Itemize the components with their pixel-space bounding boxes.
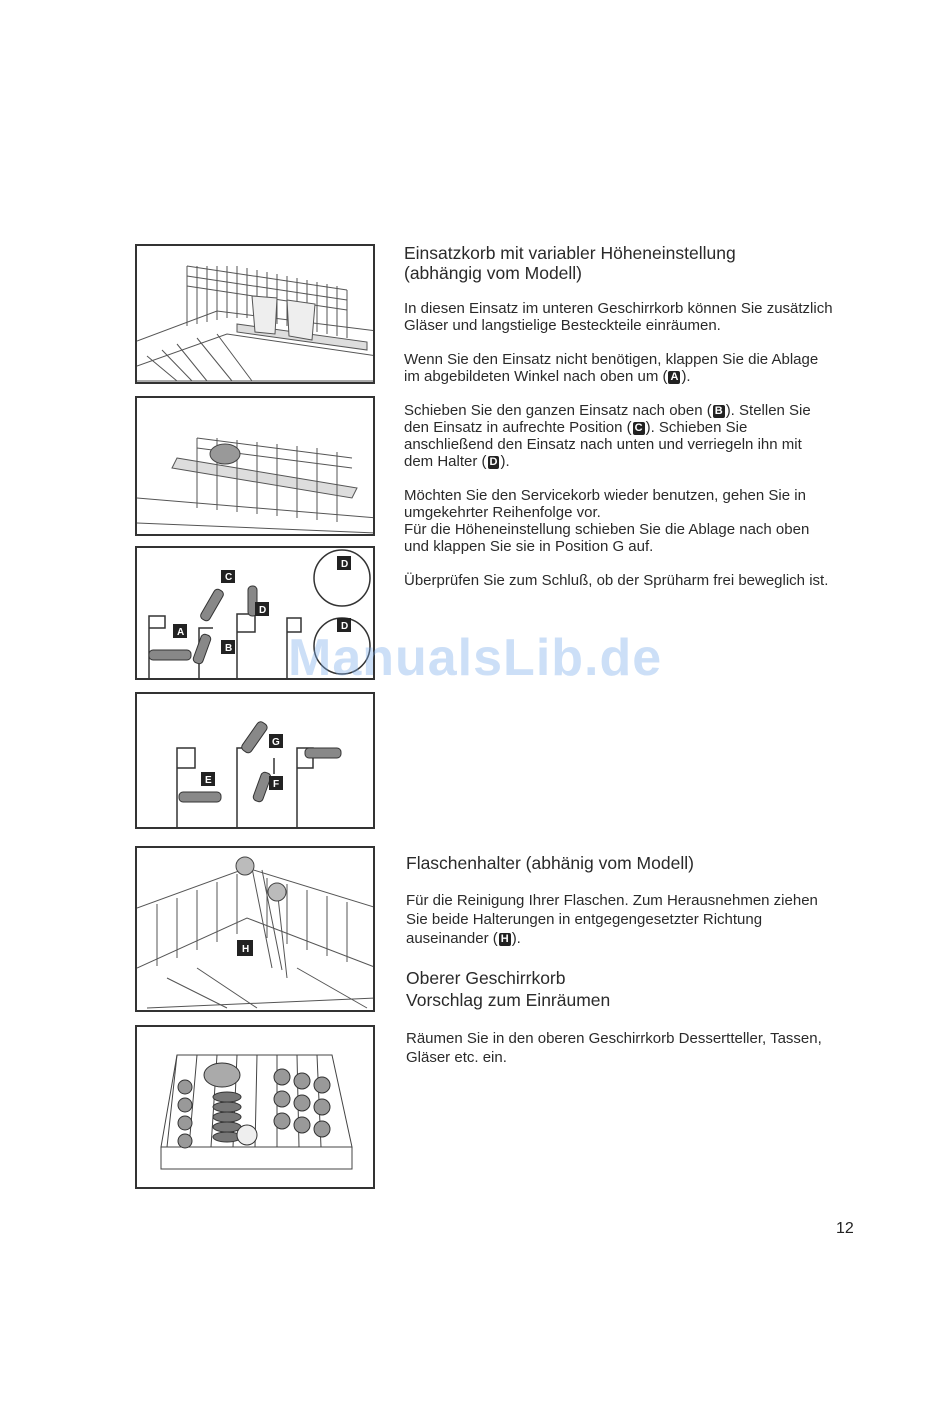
badge-b: B <box>714 405 723 417</box>
section1-p3-text-c: ). Schieben Sie anschließend den Einsatz nach unten und verriegeln ihn mit dem Halter ( <box>404 419 802 470</box>
label-e: E <box>205 775 212 786</box>
figure-upper-basket <box>135 1025 375 1189</box>
section1-p3-text-b: ). Stellen Sie den Einsatz in aufrechte Position ( <box>404 402 811 436</box>
section1-paragraph-6: Überprüfen Sie zum Schluß, ob der Sprüharm frei beweglich ist. <box>404 572 829 589</box>
basket-folded-illustration <box>137 398 375 536</box>
section2-p1-text-a: Für die Reinigung Ihrer Flaschen. Zum Herausnehmen ziehen Sie beide Halterungen in entgegengesetzter Richtung auseinander ( <box>406 892 818 947</box>
section1-title-line1: Einsatzkorb mit variabler Höheneinstellung <box>404 243 736 263</box>
label-h: H <box>242 944 250 955</box>
label-d-top: D <box>341 559 349 570</box>
section1-paragraph-2 <box>404 351 834 385</box>
section2-title: Flaschenhalter (abhänig vom Modell) <box>406 853 694 873</box>
section3-title-line2: Vorschlag zum Einräumen <box>406 990 611 1010</box>
page-number: 12 <box>836 1220 854 1237</box>
figure-bottle-holder <box>135 846 375 1012</box>
section1-p3-text-d: ). <box>500 453 510 470</box>
badge-a: A <box>670 371 679 383</box>
figure-steps-efg <box>135 692 375 829</box>
label-d-bottom: D <box>341 621 349 632</box>
steps-efg-illustration <box>137 694 375 829</box>
section-insert-basket <box>404 243 834 589</box>
section3-title-line1: Oberer Geschirrkorb <box>406 968 566 988</box>
section1-p2-text-a: Wenn Sie den Einsatz nicht benötigen, klappen Sie die Ablage im abgebildeten Winkel nach oben um ( <box>404 351 819 385</box>
section1-p2-text-b: ). <box>681 368 691 385</box>
section2-paragraph-1 <box>406 891 836 948</box>
section1-paragraph-3 <box>404 402 834 470</box>
label-a: A <box>177 627 185 638</box>
section3-paragraph-1: Räumen Sie in den oberen Geschirrkorb Dessertteller, Tassen, Gläser etc. ein. <box>406 1030 822 1066</box>
section-upper-basket <box>406 968 836 1067</box>
label-f: F <box>273 779 280 790</box>
label-b: B <box>225 643 233 654</box>
label-g: G <box>272 737 280 748</box>
section1-title-line2: (abhängig vom Modell) <box>404 263 583 283</box>
basket-insert-illustration <box>137 246 375 384</box>
section-bottle-holder <box>406 853 836 948</box>
badge-c: C <box>634 422 643 434</box>
figure-insert-basket <box>135 244 375 384</box>
watermark: ManualsLib.de <box>288 629 663 687</box>
section2-p1-text-b: ). <box>511 930 521 947</box>
label-c: C <box>225 572 233 583</box>
badge-d: D <box>489 456 498 468</box>
upper-basket-illustration <box>137 1027 375 1189</box>
section1-paragraph-5: Für die Höheneinstellung schieben Sie die Ablage nach oben und klappen Sie sie in Position G auf. <box>404 521 810 555</box>
badge-h: H <box>500 933 509 945</box>
section1-paragraph-4: Möchten Sie den Servicekorb wieder benutzen, gehen Sie in umgekehrter Reihenfolge vor. <box>404 487 806 521</box>
label-d: D <box>259 605 267 616</box>
section1-p3-text-a: Schieben Sie den ganzen Einsatz nach oben ( <box>404 402 712 419</box>
section1-paragraph-1: In diesen Einsatz im unteren Geschirrkorb können Sie zusätzlich Gläser und langstielige Besteckteile einräumen. <box>404 300 833 334</box>
bottle-holder-illustration <box>137 848 375 1012</box>
figure-insert-folded <box>135 396 375 536</box>
